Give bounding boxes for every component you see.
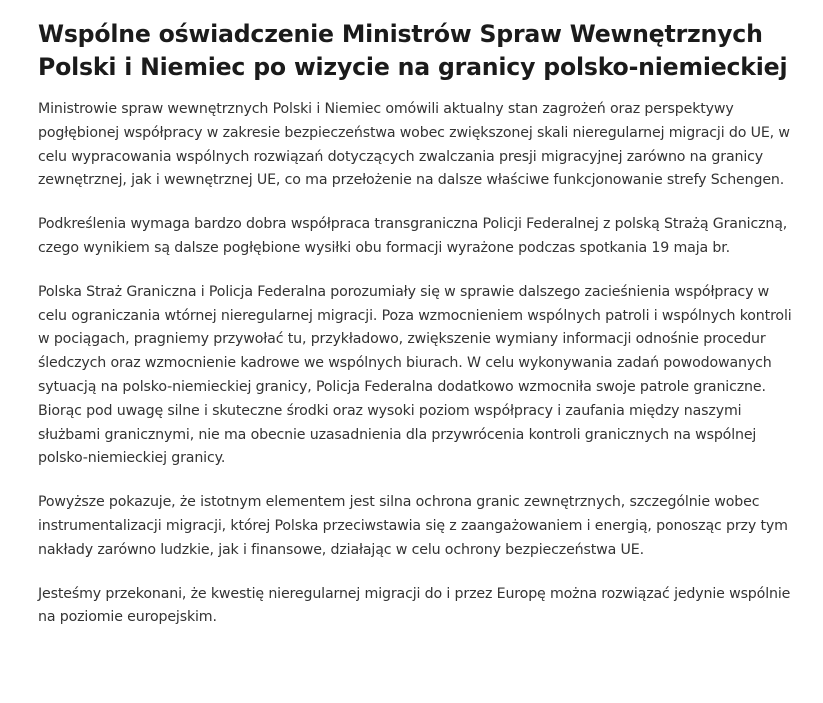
article-paragraph: Polska Straż Graniczna i Policja Federalna porozumiały się w sprawie dalszego zacieśnienia współpracy w celu ograniczania wtórnej nieregularnej migracji. Poza wzmocnieniem wspólnych patroli i wspólnych kontroli w pociągach, pragniemy przywołać tu, przykładowo, zwiększenie wymiany informacji odnośnie procedur śledczych oraz wzmocnienie kadrowe we wspólnych biurach. W celu wykonywania zadań powodowanych sytuacją na polsko-niemieckiej granicy, Policja Federalna dodatkowo wzmocniła swoje patrole graniczne. Biorąc pod uwagę silne i skuteczne środki oraz wysoki poziom współpracy i zaufania między naszymi służbami granicznymi, nie ma obecnie uzasadnienia dla przywrócenia kontroli granicznych na wspólnej polsko-niemieckiej granicy. [38, 283, 792, 467]
article-paragraph: Jesteśmy przekonani, że kwestię nieregularnej migracji do i przez Europę można rozwiązać jedynie wspólnie na poziomie europejskim. [38, 585, 791, 626]
article-paragraph: Ministrowie spraw wewnętrznych Polski i Niemiec omówili aktualny stan zagrożeń oraz perspektywy pogłębionej współpracy w zakresie bezpieczeństwa wobec zwiększonej skali nieregularnej migracji do UE, w celu wypracowania wspólnych rozwiązań dotyczących zwalczania presji migracyjnej zarówno na granicy zewnętrznej, jak i wewnętrznej UE, co ma przełożenie na dalsze właściwe funkcjonowanie strefy Schengen. [38, 101, 790, 189]
article-paragraph: Podkreślenia wymaga bardzo dobra współpraca transgraniczna Policji Federalnej z polską Strażą Graniczną, czego wynikiem są dalsze pogłębione wysiłki obu formacji wyrażone podczas spotkania 19 maja br. [38, 216, 788, 256]
article-title: Wspólne oświadczenie Ministrów Spraw Wewnętrznych Polski i Niemiec po wizycie na granicy polsko-niemieckiej [38, 20, 788, 81]
article-paragraph: Powyższe pokazuje, że istotnym elementem jest silna ochrona granic zewnętrznych, szczególnie wobec instrumentalizacji migracji, której Polska przeciwstawia się z zaangażowaniem i energią, ponosząc przy tym nakłady zarówno ludzkie, jak i finansowe, działając w celu ochrony bezpieczeństwa UE. [38, 494, 788, 558]
article [38, 18, 798, 650]
